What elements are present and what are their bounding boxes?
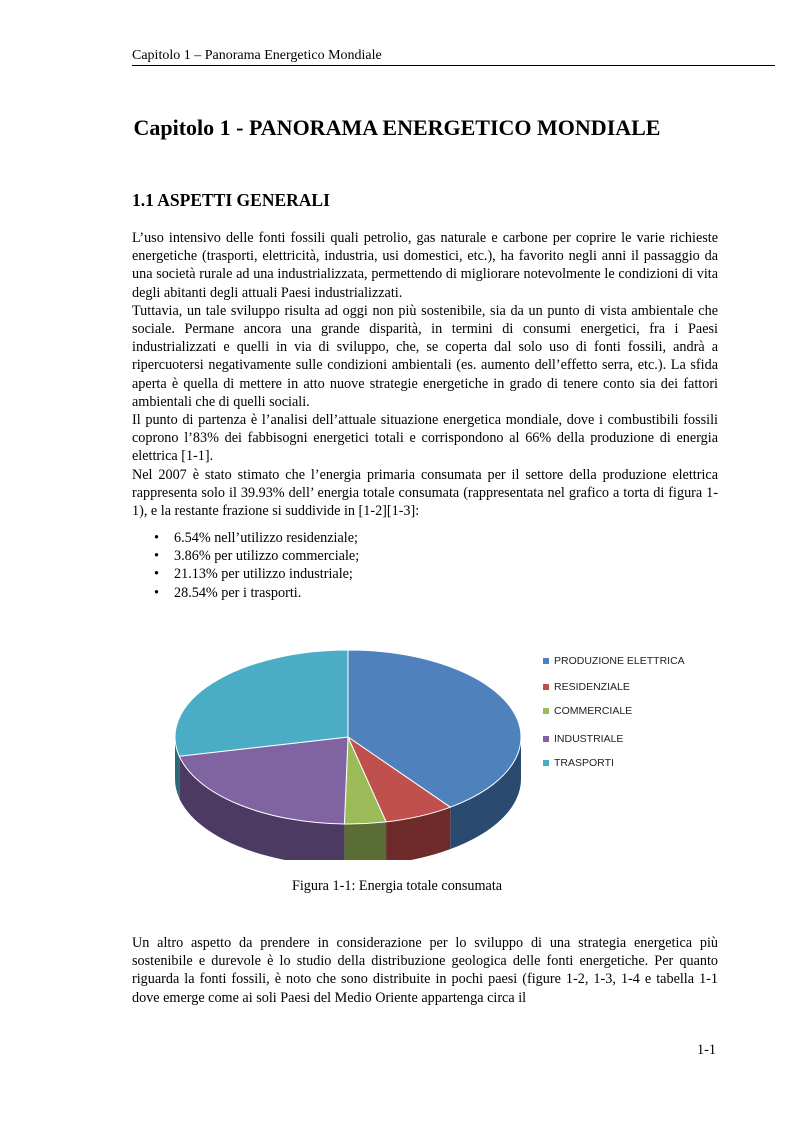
page-number: 1-1 [697,1042,716,1058]
bullet-icon: • [154,566,159,583]
list-item-text: 3.86% per utilizzo commerciale; [174,548,360,565]
legend-label: INDUSTRIALE [554,733,624,745]
legend-swatch [543,736,549,742]
legend-swatch [543,708,549,714]
bullet-icon: • [154,530,159,546]
legend-swatch [543,658,549,664]
pie-slice [175,650,348,756]
paragraph: L’uso intensivo delle fonti fossili quali petrolio, gas naturale e carbone per coprire le varie richieste energetiche (trasporti, elettricità, industria, usi domestici, etc.), ha favorito negli anni il passaggio da una società rurale ad una industrializzata, permettendo di migliorare notevolmente le condizioni di vita degli abitanti degli attuali Paesi industrializzati. [132,230,718,301]
body-text-after-figure [132,934,718,1007]
legend-label: TRASPORTI [554,757,614,769]
legend-label: PRODUZIONE ELETTRICA [554,655,685,667]
list-item [132,547,359,565]
running-header: Capitolo 1 – Panorama Energetico Mondiale [132,48,382,63]
pie-slice-side [344,822,386,860]
legend-label: COMMERCIALE [554,705,633,717]
paragraph: Tuttavia, un tale sviluppo risulta ad oggi non più sostenibile, sia da un punto di vista ambientale che sociale. Permane ancora una grande disparità, in termini di consumi energetici, fra i Paesi industrializzati e quelli in via di sviluppo, che, se coperta dal solo uso di fonti fossili, andrà a ripercuotersi negativamente sulle condizioni ambientali (es. aumento dell’effetto serra, etc.). La sfida aperta è quella di mettere in atto nuove strategie energetiche in grado di tenere conto sia dei fattori ambientali che di quelli sociali. [132,302,718,410]
header-rule [132,65,775,66]
pie-chart [0,630,794,860]
list-item [132,529,359,547]
bullet-list [132,529,359,602]
bullet-icon: • [154,548,159,565]
list-item-text: 6.54% nell’utilizzo residenziale; [174,530,358,546]
legend-swatch [543,684,549,690]
list-item-text: 21.13% per utilizzo industriale; [174,566,353,583]
legend-swatch [543,760,549,766]
list-item [132,565,359,583]
chapter-title: Capitolo 1 - PANORAMA ENERGETICO MONDIALE [133,115,661,140]
paragraph: Il punto di partenza è l’analisi dell’attuale situazione energetica mondiale, dove i combustibili fossili coprono l’83% dei fabbisogni energetici totali e corrispondono al 66% della produzione di energia elettrica [1-1]. [132,412,718,465]
figure-caption: Figura 1-1: Energia totale consumata [291,878,503,894]
list-item-text: 28.54% per i trasporti. [174,584,302,601]
paragraph: Nel 2007 è stato stimato che l’energia primaria consumata per il settore della produzione elettrica rappresenta solo il 39.93% dell’ energia totale consumata (rappresentata nel grafico a torta di figura 1-1), e la restante frazione si suddivide in [1-2][1-3]: [132,466,718,520]
section-title: 1.1 ASPETTI GENERALI [132,190,330,210]
legend-label: RESIDENZIALE [554,681,630,693]
list-item [132,584,359,602]
body-text-intro [132,229,718,520]
bullet-icon: • [154,584,159,601]
paragraph: Un altro aspetto da prendere in considerazione per lo sviluppo di una strategia energetica più sostenibile e durevole è lo studio della distribuzione geologica delle fonti energetiche. Per quanto riguarda la fonti fossili, è noto che sono distribuite in pochi paesi (figure 1-2, 1-3, 1-4 e tabella 1-1 dove emerge come ai soli Paesi del Medio Oriente appartenga circa il [132,935,718,1006]
